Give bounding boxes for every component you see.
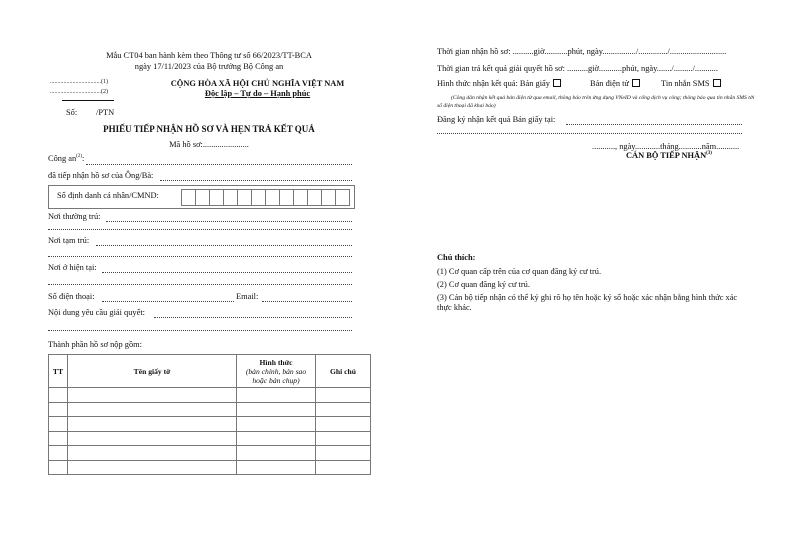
motto: Độc lập – Tự do – Hạnh phúc <box>204 89 311 98</box>
temporary-field-2[interactable] <box>48 256 352 257</box>
agency-1: ..................................(1) <box>50 79 108 85</box>
table-cell[interactable] <box>49 446 68 461</box>
table-cell[interactable] <box>237 460 316 475</box>
table-cell[interactable] <box>316 460 371 475</box>
id-number-row <box>48 185 355 209</box>
table-cell[interactable] <box>49 417 68 432</box>
date-line: ..........., ngày............tháng...........năm........... <box>592 142 740 151</box>
table-row <box>49 446 371 461</box>
current-field[interactable] <box>102 272 352 273</box>
method-electronic: Bản điện tử <box>590 79 640 88</box>
table-row <box>49 431 371 446</box>
current-field-2[interactable] <box>48 284 352 285</box>
documents-table <box>48 354 371 475</box>
id-digit-box[interactable] <box>321 189 336 206</box>
permanent-field-2[interactable] <box>48 229 352 230</box>
table-cell[interactable] <box>49 460 68 475</box>
receive-time: Thời gian nhận hồ sơ: ..........giờ...........phút, ngày................/............../........................... <box>437 47 727 56</box>
table-cell[interactable] <box>316 446 371 461</box>
police-field[interactable] <box>86 164 352 165</box>
table-cell[interactable] <box>49 402 68 417</box>
notes-title: Chú thích: <box>437 253 476 262</box>
phone-field[interactable] <box>102 301 234 302</box>
number-suffix: /PTN <box>96 108 115 117</box>
header-name: Tên giấy tờ <box>68 355 237 388</box>
return-time: Thời gian trả kết quả giải quyết hồ sơ: ..........giờ...........phút, ngày......./........./........... <box>437 64 718 73</box>
table-cell[interactable] <box>68 460 237 475</box>
id-digit-box[interactable] <box>335 189 350 206</box>
temporary-field[interactable] <box>96 245 352 246</box>
note-3-cont: thực khác. <box>437 303 472 312</box>
table-cell[interactable] <box>68 417 237 432</box>
table-row <box>49 402 371 417</box>
table-cell[interactable] <box>237 446 316 461</box>
table-cell[interactable] <box>68 402 237 417</box>
id-digit-box[interactable] <box>195 189 210 206</box>
table-cell[interactable] <box>316 431 371 446</box>
paper-register-label: Đăng ký nhận kết quả Bản giấy tại: <box>437 115 556 124</box>
temporary-label: Nơi tạm trú: <box>48 236 90 245</box>
table-cell[interactable] <box>237 417 316 432</box>
header-tt: TT <box>49 355 68 388</box>
paper-register-field[interactable] <box>566 124 742 125</box>
table-cell[interactable] <box>68 388 237 403</box>
table-cell[interactable] <box>49 431 68 446</box>
method-row: Hình thức nhận kết quả: Bản giấy <box>437 79 561 88</box>
table-row <box>49 388 371 403</box>
file-code: Mã hồ sơ:...................... <box>169 140 249 149</box>
officer-title: CÁN BỘ TIẾP NHẬN$^{(3)}$ <box>626 151 712 160</box>
table-cell[interactable] <box>49 388 68 403</box>
table-row <box>49 417 371 432</box>
table-cell[interactable] <box>316 402 371 417</box>
police-label: Công $an^{(2)}$: <box>48 154 85 163</box>
note-2: (2) Cơ quan đăng ký cư trú. <box>437 280 530 289</box>
request-label: Nội dung yêu cầu giải quyết: <box>48 308 145 317</box>
received-label: đã tiếp nhận hồ sơ của Ông/Bà: <box>48 171 154 180</box>
phone-label: Số điện thoại: <box>48 292 95 301</box>
divider <box>62 100 114 101</box>
table-cell[interactable] <box>237 388 316 403</box>
note-3: (3) Cán bộ tiếp nhận có thể ký ghi rõ họ tên hoặc ký số hoặc xác nhận bằng hình thức xác <box>437 293 738 302</box>
method-sms: Tin nhắn SMS <box>661 79 721 88</box>
applicant-field[interactable] <box>160 180 352 181</box>
components-label: Thành phần hồ sơ nộp gồm: <box>48 340 142 349</box>
electronic-checkbox[interactable] <box>632 79 640 87</box>
table-cell[interactable] <box>316 417 371 432</box>
permanent-label: Nơi thường trú: <box>48 212 101 221</box>
paper-register-field-2[interactable] <box>437 133 742 134</box>
header-form: Hình thức (bản chính, bản sao hoặc bản chụp) <box>237 355 316 388</box>
email-label: Email: <box>236 292 259 301</box>
id-digit-box[interactable] <box>209 189 224 206</box>
request-field-2[interactable] <box>48 330 352 331</box>
page-title: PHIẾU TIẾP NHẬN HỒ SƠ VÀ HẸN TRẢ KẾT QUẢ <box>103 124 315 134</box>
id-digit-box[interactable] <box>293 189 308 206</box>
permanent-field[interactable] <box>106 221 352 222</box>
email-field[interactable] <box>262 301 352 302</box>
nation-title: CỘNG HÒA XÃ HỘI CHỦ NGHĨA VIỆT NAM <box>170 79 345 88</box>
id-digit-box[interactable] <box>223 189 238 206</box>
id-digit-box[interactable] <box>251 189 266 206</box>
id-digit-box[interactable] <box>265 189 280 206</box>
id-digit-box[interactable] <box>237 189 252 206</box>
id-digit-box[interactable] <box>279 189 294 206</box>
method-note: (Công dân nhận kết quả bản điện tử qua email, thông báo trên ứng dụng VNeID và cổng dịch vụ công; thông báo qua tin nhắn SMS tới số điện thoại đã khai báo) <box>437 95 755 109</box>
table-cell[interactable] <box>68 431 237 446</box>
id-label: Số định danh cá nhân/CMND: <box>57 191 159 200</box>
sms-checkbox[interactable] <box>713 79 721 87</box>
table-cell[interactable] <box>237 402 316 417</box>
number-label: Số: <box>66 108 78 117</box>
id-digit-box[interactable] <box>181 189 196 206</box>
table-cell[interactable] <box>237 431 316 446</box>
template-line-2: ngày 17/11/2023 của Bộ trưởng Bộ Công an <box>134 62 284 71</box>
current-label: Nơi ở hiện tại: <box>48 263 97 272</box>
id-digit-box[interactable] <box>307 189 322 206</box>
agency-2: ..................................(2) <box>50 89 108 95</box>
template-line-1: Mẫu CT04 ban hành kèm theo Thông tư số 66/2023/TT-BCA <box>106 51 312 60</box>
request-field[interactable] <box>154 317 352 318</box>
paper-checkbox[interactable] <box>553 79 561 87</box>
table-row <box>49 460 371 475</box>
header-note: Ghi chú <box>316 355 371 388</box>
note-1: (1) Cơ quan cấp trên của cơ quan đăng ký cư trú. <box>437 267 602 276</box>
table-cell[interactable] <box>68 446 237 461</box>
table-cell[interactable] <box>316 388 371 403</box>
